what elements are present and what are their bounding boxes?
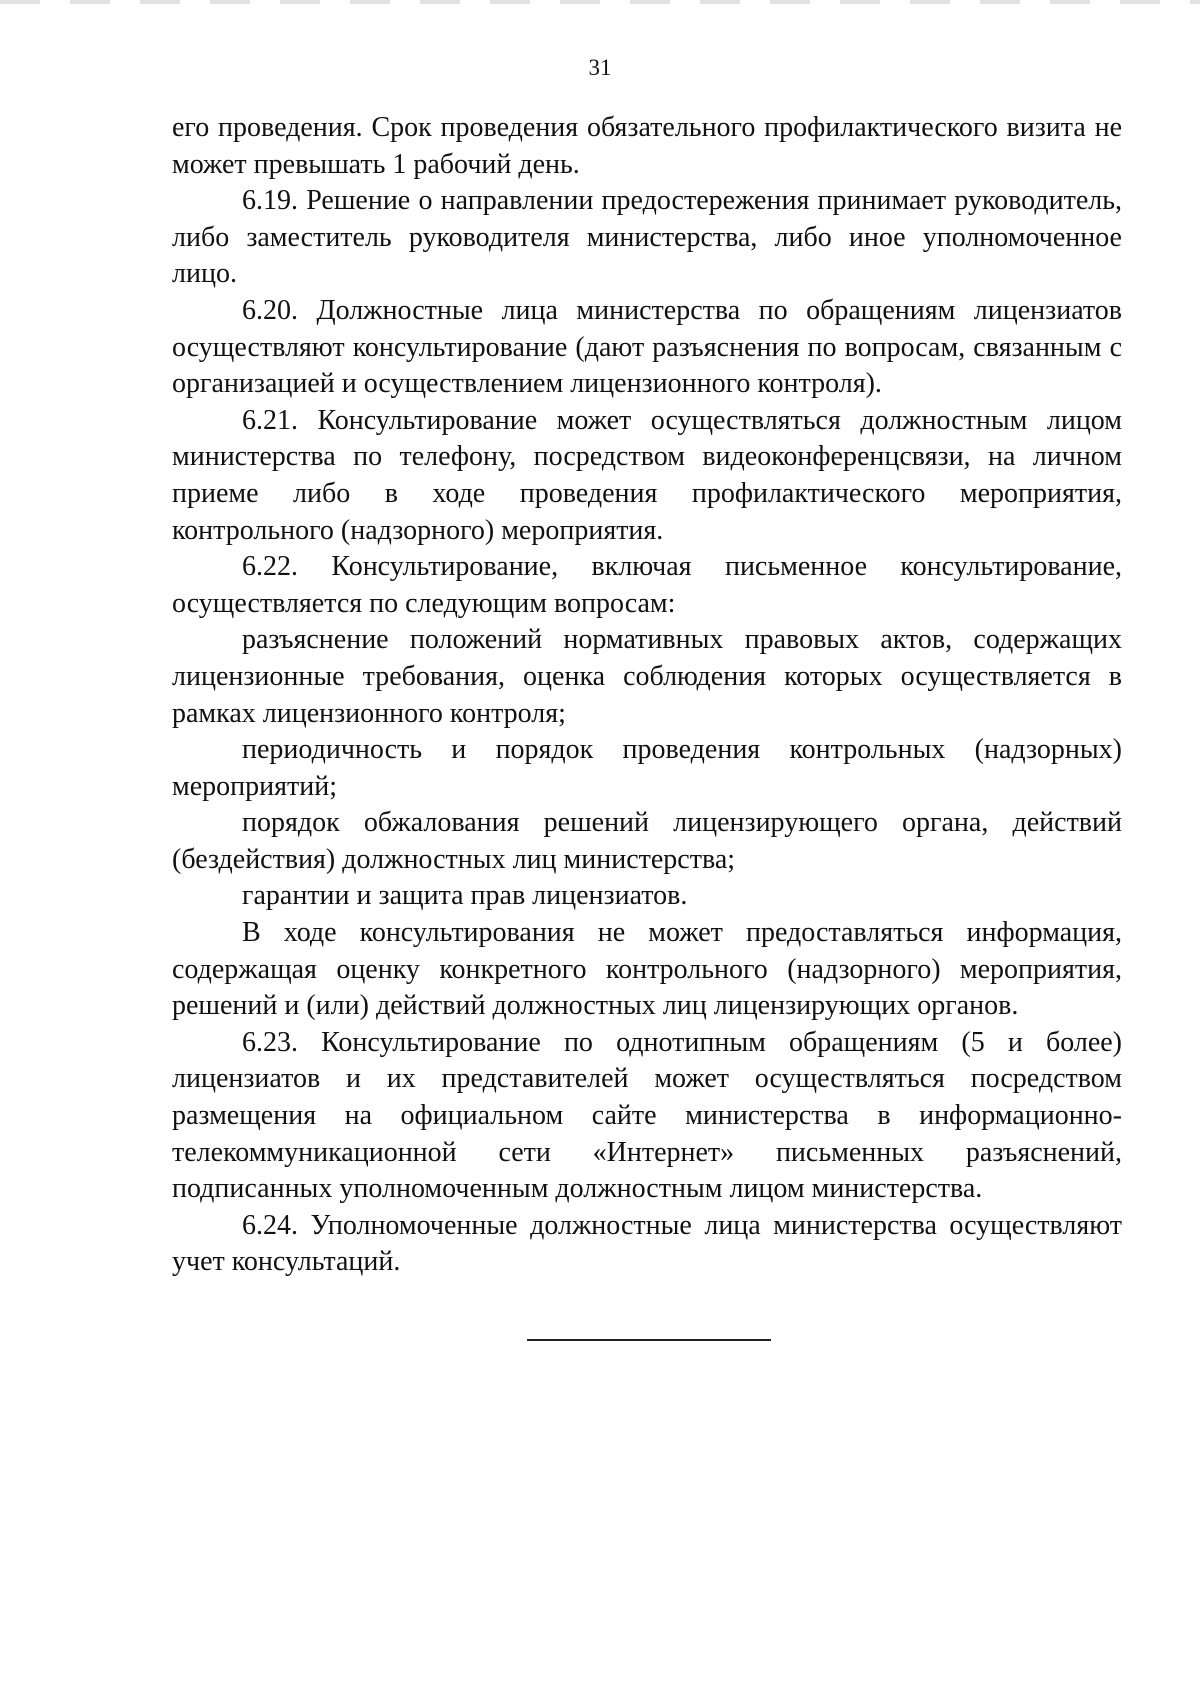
list-item-periodicity: периодичность и порядок проведения контрольных (надзорных) мероприятий;: [172, 734, 1122, 802]
paragraph-6-21: 6.21. Консультирование может осуществляться должностным лицом министерства по телефону, посредством видеоконференцсвязи, на личном приеме либо в ходе проведения профилактического мероприятия, контрольного (надзорного) мероприятия.: [172, 404, 1122, 546]
paragraph-6-23: 6.23. Консультирование по однотипным обращениям (5 и более) лицензиатов и их представителей может осуществляться посредством размещения на официальном сайте министерства в информационно-телекоммуникационной сети «Интернет» письменных разъяснений, подписанных уполномоченным должностным лицом министерства.: [172, 1026, 1122, 1205]
paragraph-6-20: 6.20. Должностные лица министерства по обращениям лицензиатов осуществляют консультирование (дают разъяснения по вопросам, связанным с организацией и осуществлением лицензионного контроля).: [172, 294, 1122, 400]
scan-top-edge: [0, 0, 1200, 4]
list-item-guarantees: гарантии и защита прав лицензиатов.: [242, 880, 688, 912]
list-item-appeal: порядок обжалования решений лицензирующего органа, действий (бездействия) должностных лиц министерства;: [172, 807, 1122, 875]
paragraph-6-22: 6.22. Консультирование, включая письменное консультирование, осуществляется по следующим вопросам:: [172, 551, 1122, 619]
paragraph-6-24: 6.24. Уполномоченные должностные лица министерства осуществляют учет консультаций.: [172, 1209, 1122, 1278]
list-item-explanation: разъяснение положений нормативных правовых актов, содержащих лицензионные требования, оценка соблюдения которых осуществляется в рамках лицензионного контроля;: [172, 624, 1122, 729]
end-separator-line: [527, 1339, 771, 1341]
paragraph-6-19: 6.19. Решение о направлении предостережения принимает руководитель, либо заместитель руководителя министерства, либо иное уполномоченное лицо.: [172, 185, 1122, 290]
page-number: 31: [588, 55, 612, 80]
paragraph-continuation: его проведения. Срок проведения обязательного профилактического визита не может превышать 1 рабочий день.: [172, 112, 1122, 180]
paragraph-restriction: В ходе консультирования не может предоставляться информация, содержащая оценку конкретного контрольного (надзорного) мероприятия, решений и (или) действий должностных лиц лицензирующих органов.: [172, 917, 1122, 1022]
document-body: [172, 110, 1122, 1281]
